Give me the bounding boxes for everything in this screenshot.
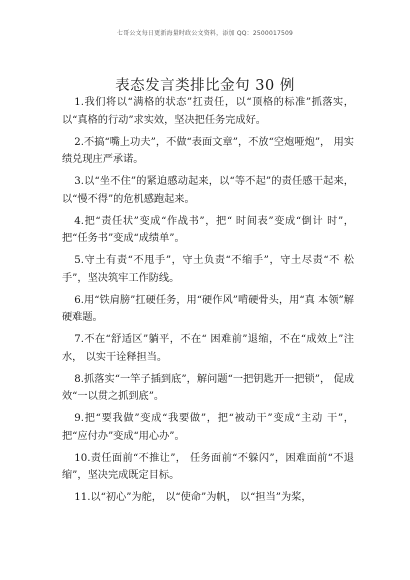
list-item: 3.以“坐不住”的紧迫感动起来，以“等不起”的责任感干起来，以“慢不得”的危机感跑起来。	[62, 176, 354, 205]
list-item: 8.抓落实“一竿子插到底”，解问题“一把钥匙开一把锁”， 促成效“一以贯之抓到底”。	[62, 373, 354, 402]
list-item: 9.把“要我做”变成“我要做”，把“被动干”变成“主动 干”，把“应付办”变成“用心办”。	[62, 413, 354, 442]
list-item: 6.用“铁肩膀”扛硬任务，用“硬作风”啃硬骨头，用“真 本领”解硬难题。	[62, 294, 354, 323]
header-note: 七哥公文每日更新海量时政公文资料，添加 QQ：2500017509	[116, 30, 294, 37]
list-item: 4.把“责任状”变成“作战书”，把“ 时间表”变成“倒计 时”，把“任务书”变成“成绩单”。	[62, 215, 354, 244]
list-item: 11.以“初心”为舵， 以“使命”为帆， 以“担当”为桨，	[74, 492, 312, 503]
list-item: 7.不在“舒适区”躺平，不在“ 困难前”退缩，不在“成效上”注水， 以实干诠释担当。	[62, 334, 354, 363]
list-item: 2.不搞“嘴上功夫”，不做“表面文章”，不放“空炮哑炮”， 用实绩兑现庄严承诺。	[62, 136, 354, 165]
list-item: 10.责任面前“不推让”， 任务面前“不躲闪”，困难面前“不退缩”，坚决完成既定目标。	[62, 452, 354, 481]
document-title: 表态发言类排比金句 30 例	[115, 78, 295, 94]
list-item: 5.守土有责“不甩手”，守土负责“不缩手”，守土尽责“不 松手”，坚决筑牢工作防线。	[62, 255, 354, 284]
list-item: 1.我们将以“满格的状态”扛责任，以“顶格的标准”抓落实，以“真格的行动”求实效，坚决把任务完成好。	[62, 97, 354, 126]
document-body	[62, 94, 354, 511]
